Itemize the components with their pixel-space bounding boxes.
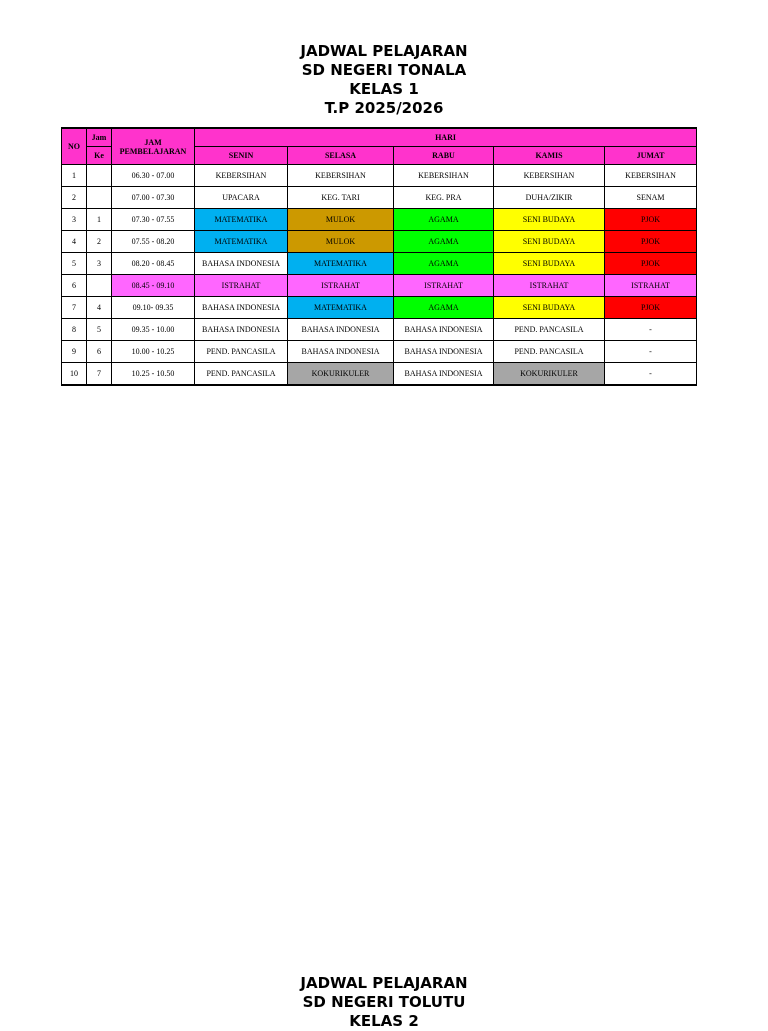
subject-cell-jumat: PJOK [605, 253, 697, 275]
subject-cell-selasa: KEBERSIHAN [288, 165, 394, 187]
header-day-jumat: JUMAT [605, 147, 697, 165]
subject-cell-kamis: PEND. PANCASILA [494, 319, 605, 341]
header-pembelajaran-line: PEMBELAJARAN [119, 146, 187, 156]
subject-cell-kamis: KEBERSIHAN [494, 165, 605, 187]
row-no: 6 [62, 275, 87, 297]
row-jam-ke: 6 [87, 341, 112, 363]
subject-cell-selasa: MATEMATIKA [288, 253, 394, 275]
subject-cell-selasa: BAHASA INDONESIA [288, 341, 394, 363]
subject-cell-selasa: MULOK [288, 231, 394, 253]
header-hari: HARI [195, 128, 697, 147]
subject-cell-kamis: DUHA/ZIKIR [494, 187, 605, 209]
row-time: 10.25 - 10.50 [112, 363, 195, 386]
subject-cell-jumat: SENAM [605, 187, 697, 209]
subject-cell-kamis: ISTRAHAT [494, 275, 605, 297]
subject-cell-rabu: BAHASA INDONESIA [394, 341, 494, 363]
table-row [62, 209, 697, 231]
subject-cell-selasa: MULOK [288, 209, 394, 231]
title-line: KELAS 2 [349, 1012, 419, 1030]
subject-cell-jumat: PJOK [605, 209, 697, 231]
header-no: NO [62, 128, 87, 165]
subject-cell-kamis: SENI BUDAYA [494, 253, 605, 275]
title-line: JADWAL PELAJARAN [300, 42, 468, 60]
row-jam-ke: 2 [87, 231, 112, 253]
row-time: 10.00 - 10.25 [112, 341, 195, 363]
subject-cell-rabu: AGAMA [394, 297, 494, 319]
subject-cell-senin: PEND. PANCASILA [195, 363, 288, 386]
row-no: 3 [62, 209, 87, 231]
header-day-selasa: SELASA [288, 147, 394, 165]
row-time: 07.30 - 07.55 [112, 209, 195, 231]
subject-cell-senin: BAHASA INDONESIA [195, 253, 288, 275]
subject-cell-kamis: SENI BUDAYA [494, 297, 605, 319]
row-jam-ke: 4 [87, 297, 112, 319]
row-time: 08.45 - 09.10 [112, 275, 195, 297]
subject-cell-jumat: ISTRAHAT [605, 275, 697, 297]
subject-cell-selasa: MATEMATIKA [288, 297, 394, 319]
row-jam-ke: 5 [87, 319, 112, 341]
table-row [62, 341, 697, 363]
subject-cell-senin: MATEMATIKA [195, 231, 288, 253]
row-no: 2 [62, 187, 87, 209]
row-time: 08.20 - 08.45 [112, 253, 195, 275]
row-jam-ke: 1 [87, 209, 112, 231]
header-jam-pembelajaran [112, 128, 195, 165]
header-day-kamis: KAMIS [494, 147, 605, 165]
row-no: 7 [62, 297, 87, 319]
row-jam-ke: 7 [87, 363, 112, 386]
table-row [62, 187, 697, 209]
row-jam-ke [87, 275, 112, 297]
subject-cell-senin: BAHASA INDONESIA [195, 297, 288, 319]
subject-cell-jumat: - [605, 341, 697, 363]
subject-cell-kamis: KOKURIKULER [494, 363, 605, 386]
row-jam-ke [87, 187, 112, 209]
subject-cell-kamis: PEND. PANCASILA [494, 341, 605, 363]
row-time: 09.35 - 10.00 [112, 319, 195, 341]
subject-cell-rabu: AGAMA [394, 231, 494, 253]
header-day-rabu: RABU [394, 147, 494, 165]
subject-cell-rabu: BAHASA INDONESIA [394, 363, 494, 386]
table-row [62, 363, 697, 386]
subject-cell-selasa: BAHASA INDONESIA [288, 319, 394, 341]
subject-cell-rabu: KEBERSIHAN [394, 165, 494, 187]
table-row [62, 297, 697, 319]
row-time: 06.30 - 07.00 [112, 165, 195, 187]
subject-cell-senin: MATEMATIKA [195, 209, 288, 231]
subject-cell-rabu: BAHASA INDONESIA [394, 319, 494, 341]
schedule-title [0, 42, 768, 118]
row-no: 5 [62, 253, 87, 275]
subject-cell-kamis: SENI BUDAYA [494, 209, 605, 231]
row-time: 07.55 - 08.20 [112, 231, 195, 253]
subject-cell-senin: PEND. PANCASILA [195, 341, 288, 363]
subject-cell-jumat: - [605, 319, 697, 341]
row-no: 9 [62, 341, 87, 363]
subject-cell-senin: BAHASA INDONESIA [195, 319, 288, 341]
row-no: 8 [62, 319, 87, 341]
subject-cell-jumat: PJOK [605, 297, 697, 319]
subject-cell-senin: ISTRAHAT [195, 275, 288, 297]
subject-cell-jumat: KEBERSIHAN [605, 165, 697, 187]
header-day-senin: SENIN [195, 147, 288, 165]
subject-cell-kamis: SENI BUDAYA [494, 231, 605, 253]
table-row [62, 275, 697, 297]
table-row [62, 319, 697, 341]
subject-cell-senin: UPACARA [195, 187, 288, 209]
table-row [62, 253, 697, 275]
title-line: KELAS 1 [349, 80, 419, 98]
header-jam: Jam [87, 128, 112, 147]
schedule-table [61, 127, 697, 386]
subject-cell-selasa: KEG. TARI [288, 187, 394, 209]
title-line: SD NEGERI TONALA [301, 61, 467, 79]
row-jam-ke [87, 165, 112, 187]
table-row [62, 165, 697, 187]
title-line: T.P 2025/2026 [324, 99, 444, 117]
row-no: 1 [62, 165, 87, 187]
subject-cell-rabu: ISTRAHAT [394, 275, 494, 297]
subject-cell-senin: KEBERSIHAN [195, 165, 288, 187]
subject-cell-rabu: AGAMA [394, 253, 494, 275]
row-no: 4 [62, 231, 87, 253]
row-time: 07.00 - 07.30 [112, 187, 195, 209]
header-jam-line: JAM [144, 137, 162, 147]
subject-cell-jumat: - [605, 363, 697, 386]
title-line: JADWAL PELAJARAN [300, 974, 468, 992]
table-row [62, 231, 697, 253]
subject-cell-selasa: KOKURIKULER [288, 363, 394, 386]
next-schedule-title [0, 974, 768, 1031]
row-time: 09.10- 09.35 [112, 297, 195, 319]
subject-cell-selasa: ISTRAHAT [288, 275, 394, 297]
row-no: 10 [62, 363, 87, 386]
header-ke: Ke [87, 147, 112, 165]
subject-cell-rabu: KEG. PRA [394, 187, 494, 209]
subject-cell-rabu: AGAMA [394, 209, 494, 231]
subject-cell-jumat: PJOK [605, 231, 697, 253]
row-jam-ke: 3 [87, 253, 112, 275]
title-line: SD NEGERI TOLUTU [302, 993, 466, 1011]
